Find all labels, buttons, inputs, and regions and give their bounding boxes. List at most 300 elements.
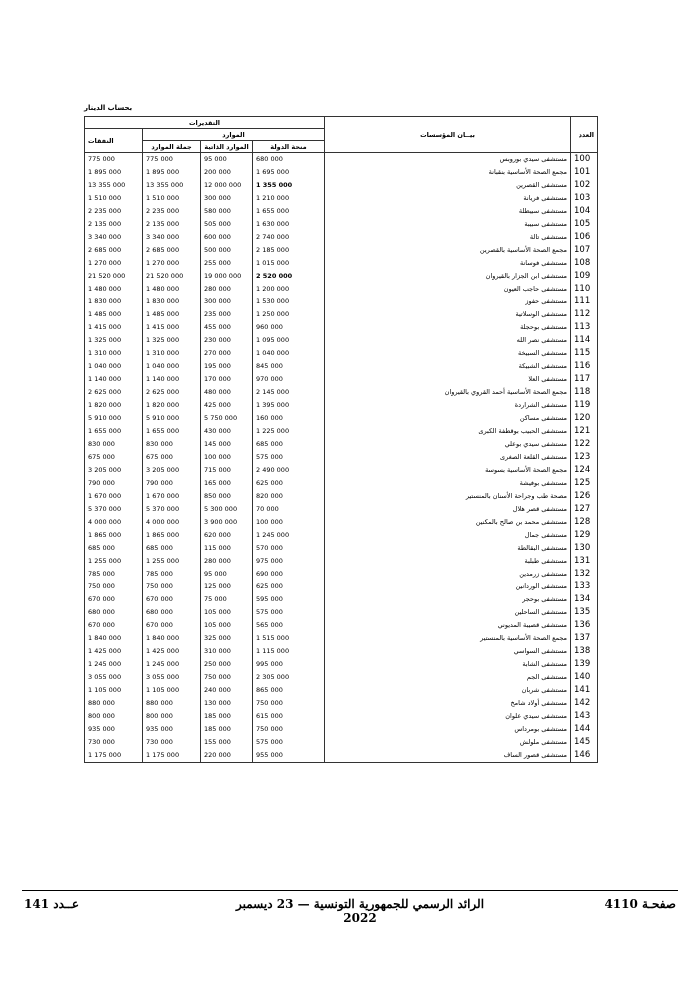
- table-row: [85, 153, 598, 166]
- expenses-cell: 3 205 000: [85, 464, 143, 477]
- own-resources-cell: 310 000: [201, 645, 253, 658]
- expenses-cell: 1 175 000: [85, 749, 143, 762]
- own-resources-cell: 100 000: [201, 451, 253, 464]
- row-number-cell: 117: [571, 373, 598, 386]
- row-number-cell: 108: [571, 257, 598, 270]
- table-body: [85, 153, 598, 763]
- row-number-cell: 140: [571, 671, 598, 684]
- institution-name-cell: مجمع الصحة الأساسية بنقبانة: [325, 166, 571, 179]
- total-resources-cell: 2 135 000: [143, 218, 201, 231]
- state-grant-cell: 2 490 000: [253, 464, 325, 477]
- expenses-cell: 670 000: [85, 593, 143, 606]
- row-number-cell: 112: [571, 308, 598, 321]
- row-number-cell: 134: [571, 593, 598, 606]
- table-row: [85, 334, 598, 347]
- table-row: [85, 308, 598, 321]
- total-resources-cell: 785 000: [143, 568, 201, 581]
- expenses-cell: 1 310 000: [85, 347, 143, 360]
- total-resources-cell: 2 685 000: [143, 244, 201, 257]
- expenses-cell: 21 520 000: [85, 270, 143, 283]
- expenses-cell: 13 355 000: [85, 179, 143, 192]
- own-resources-cell: 75 000: [201, 593, 253, 606]
- expenses-cell: 1 255 000: [85, 555, 143, 568]
- own-resources-cell: 145 000: [201, 438, 253, 451]
- row-number-cell: 130: [571, 542, 598, 555]
- row-number-cell: 110: [571, 283, 598, 296]
- own-resources-cell: 155 000: [201, 736, 253, 749]
- expenses-cell: 785 000: [85, 568, 143, 581]
- total-resources-cell: 680 000: [143, 606, 201, 619]
- expenses-cell: 4 000 000: [85, 516, 143, 529]
- expenses-cell: 1 425 000: [85, 645, 143, 658]
- expenses-cell: 5 910 000: [85, 412, 143, 425]
- row-number-cell: 113: [571, 321, 598, 334]
- table-row: [85, 257, 598, 270]
- institution-name-cell: مستشفى شربان: [325, 684, 571, 697]
- row-number-cell: 143: [571, 710, 598, 723]
- own-resources-cell: 95 000: [201, 568, 253, 581]
- own-resources-cell: 325 000: [201, 632, 253, 645]
- expenses-cell: 670 000: [85, 619, 143, 632]
- table-row: [85, 438, 598, 451]
- own-resources-cell: 250 000: [201, 658, 253, 671]
- total-resources-cell: 1 480 000: [143, 283, 201, 296]
- institution-name-cell: مستشفى بومرداس: [325, 723, 571, 736]
- expenses-cell: 1 140 000: [85, 373, 143, 386]
- own-resources-cell: 500 000: [201, 244, 253, 257]
- institution-name-cell: مستشفى الساحلين: [325, 606, 571, 619]
- header-resources: الموارد: [143, 129, 325, 141]
- own-resources-cell: 130 000: [201, 697, 253, 710]
- state-grant-cell: 1 015 000: [253, 257, 325, 270]
- row-number-cell: 109: [571, 270, 598, 283]
- state-grant-cell: 1 095 000: [253, 334, 325, 347]
- total-resources-cell: 1 175 000: [143, 749, 201, 762]
- row-number-cell: 118: [571, 386, 598, 399]
- own-resources-cell: 95 000: [201, 153, 253, 166]
- expenses-cell: 1 830 000: [85, 295, 143, 308]
- own-resources-cell: 850 000: [201, 490, 253, 503]
- institution-name-cell: مستشفى البقالطة: [325, 542, 571, 555]
- own-resources-cell: 280 000: [201, 283, 253, 296]
- institution-name-cell: مستشفى القلعة الصغرى: [325, 451, 571, 464]
- own-resources-cell: 185 000: [201, 710, 253, 723]
- own-resources-cell: 125 000: [201, 580, 253, 593]
- own-resources-cell: 5 750 000: [201, 412, 253, 425]
- own-resources-cell: 620 000: [201, 529, 253, 542]
- row-number-cell: 132: [571, 568, 598, 581]
- institution-name-cell: مستشفى القصرين: [325, 179, 571, 192]
- total-resources-cell: 685 000: [143, 542, 201, 555]
- expenses-cell: 1 840 000: [85, 632, 143, 645]
- expenses-cell: 1 655 000: [85, 425, 143, 438]
- own-resources-cell: 105 000: [201, 619, 253, 632]
- institution-name-cell: مجمع الصحة الأساسية بسوسة: [325, 464, 571, 477]
- state-grant-cell: 1 655 000: [253, 205, 325, 218]
- institution-name-cell: مستشفى الشابة: [325, 658, 571, 671]
- total-resources-cell: 5 910 000: [143, 412, 201, 425]
- table-row: [85, 632, 598, 645]
- expenses-cell: 2 235 000: [85, 205, 143, 218]
- state-grant-cell: 565 000: [253, 619, 325, 632]
- table-row: [85, 205, 598, 218]
- expenses-cell: 830 000: [85, 438, 143, 451]
- state-grant-cell: 1 630 000: [253, 218, 325, 231]
- table-row: [85, 412, 598, 425]
- state-grant-cell: 1 225 000: [253, 425, 325, 438]
- total-resources-cell: 1 415 000: [143, 321, 201, 334]
- own-resources-cell: 600 000: [201, 231, 253, 244]
- table-row: [85, 555, 598, 568]
- institution-name-cell: مستشفى الوسلاتية: [325, 308, 571, 321]
- header-number: العدد: [571, 117, 598, 153]
- table-row: [85, 684, 598, 697]
- state-grant-cell: 955 000: [253, 749, 325, 762]
- total-resources-cell: 21 520 000: [143, 270, 201, 283]
- table-row: [85, 736, 598, 749]
- expenses-cell: 880 000: [85, 697, 143, 710]
- gazette-title: الرائد الرسمي للجمهورية التونسية — 23 ديسمبر 2022: [235, 897, 485, 925]
- table-row: [85, 360, 598, 373]
- issue-number: عــدد 141: [24, 897, 80, 911]
- total-resources-cell: 790 000: [143, 477, 201, 490]
- row-number-cell: 115: [571, 347, 598, 360]
- header-estimates: التقديرات: [85, 117, 325, 129]
- table-row: [85, 179, 598, 192]
- table-row: [85, 658, 598, 671]
- expenses-cell: 1 325 000: [85, 334, 143, 347]
- state-grant-cell: 570 000: [253, 542, 325, 555]
- own-resources-cell: 505 000: [201, 218, 253, 231]
- state-grant-cell: 1 355 000: [253, 179, 325, 192]
- total-resources-cell: 830 000: [143, 438, 201, 451]
- institution-name-cell: مستشفى سيدي بوعلي: [325, 438, 571, 451]
- table-row: [85, 231, 598, 244]
- row-number-cell: 119: [571, 399, 598, 412]
- expenses-cell: 775 000: [85, 153, 143, 166]
- institution-name-cell: مستشفى حاجب العيون: [325, 283, 571, 296]
- institution-name-cell: مجمع الصحة الأساسية بالمنستير: [325, 632, 571, 645]
- table-row: [85, 321, 598, 334]
- row-number-cell: 103: [571, 192, 598, 205]
- institution-name-cell: مستشفى السبيخة: [325, 347, 571, 360]
- state-grant-cell: 750 000: [253, 697, 325, 710]
- row-number-cell: 141: [571, 684, 598, 697]
- table-row: [85, 192, 598, 205]
- total-resources-cell: 1 270 000: [143, 257, 201, 270]
- state-grant-cell: 820 000: [253, 490, 325, 503]
- total-resources-cell: 4 000 000: [143, 516, 201, 529]
- footer-divider: [22, 890, 678, 891]
- own-resources-cell: 715 000: [201, 464, 253, 477]
- total-resources-cell: 880 000: [143, 697, 201, 710]
- own-resources-cell: 19 000 000: [201, 270, 253, 283]
- institution-name-cell: مستشفى الحبيب بوقطفة الكبرى: [325, 425, 571, 438]
- institution-name-cell: مجمع الصحة الأساسية أحمد القروي بالقيروان: [325, 386, 571, 399]
- state-grant-cell: 575 000: [253, 451, 325, 464]
- state-grant-cell: 2 740 000: [253, 231, 325, 244]
- own-resources-cell: 255 000: [201, 257, 253, 270]
- row-number-cell: 129: [571, 529, 598, 542]
- own-resources-cell: 280 000: [201, 555, 253, 568]
- institution-name-cell: مستشفى الشبيكة: [325, 360, 571, 373]
- total-resources-cell: 775 000: [143, 153, 201, 166]
- own-resources-cell: 185 000: [201, 723, 253, 736]
- state-grant-cell: 2 520 000: [253, 270, 325, 283]
- table-row: [85, 710, 598, 723]
- institution-name-cell: مستشفى تالة: [325, 231, 571, 244]
- expenses-cell: 1 105 000: [85, 684, 143, 697]
- total-resources-cell: 1 510 000: [143, 192, 201, 205]
- institution-name-cell: مستشفى طبلبة: [325, 555, 571, 568]
- total-resources-cell: 1 040 000: [143, 360, 201, 373]
- state-grant-cell: 615 000: [253, 710, 325, 723]
- own-resources-cell: 115 000: [201, 542, 253, 555]
- total-resources-cell: 3 205 000: [143, 464, 201, 477]
- row-number-cell: 142: [571, 697, 598, 710]
- row-number-cell: 127: [571, 503, 598, 516]
- table-row: [85, 697, 598, 710]
- own-resources-cell: 165 000: [201, 477, 253, 490]
- row-number-cell: 146: [571, 749, 598, 762]
- own-resources-cell: 270 000: [201, 347, 253, 360]
- total-resources-cell: 1 830 000: [143, 295, 201, 308]
- total-resources-cell: 1 865 000: [143, 529, 201, 542]
- total-resources-cell: 1 820 000: [143, 399, 201, 412]
- expenses-cell: 2 135 000: [85, 218, 143, 231]
- state-grant-cell: 2 145 000: [253, 386, 325, 399]
- own-resources-cell: 3 900 000: [201, 516, 253, 529]
- row-number-cell: 145: [571, 736, 598, 749]
- table-row: [85, 542, 598, 555]
- row-number-cell: 116: [571, 360, 598, 373]
- total-resources-cell: 3 055 000: [143, 671, 201, 684]
- expenses-cell: 1 245 000: [85, 658, 143, 671]
- institution-name-cell: مجمع الصحة الأساسية بالقصرين: [325, 244, 571, 257]
- state-grant-cell: 975 000: [253, 555, 325, 568]
- institution-name-cell: مستشفى زرمدين: [325, 568, 571, 581]
- state-grant-cell: 575 000: [253, 736, 325, 749]
- institution-name-cell: مستشفى السواسي: [325, 645, 571, 658]
- institution-name-cell: مستشفى مساكن: [325, 412, 571, 425]
- state-grant-cell: 865 000: [253, 684, 325, 697]
- row-number-cell: 131: [571, 555, 598, 568]
- row-number-cell: 102: [571, 179, 598, 192]
- own-resources-cell: 580 000: [201, 205, 253, 218]
- state-grant-cell: 100 000: [253, 516, 325, 529]
- table-row: [85, 386, 598, 399]
- total-resources-cell: 750 000: [143, 580, 201, 593]
- expenses-cell: 680 000: [85, 606, 143, 619]
- total-resources-cell: 3 340 000: [143, 231, 201, 244]
- row-number-cell: 100: [571, 153, 598, 166]
- state-grant-cell: 625 000: [253, 580, 325, 593]
- table-row: [85, 166, 598, 179]
- state-grant-cell: 1 115 000: [253, 645, 325, 658]
- row-number-cell: 124: [571, 464, 598, 477]
- institution-name-cell: مستشفى بوحجر: [325, 593, 571, 606]
- table-row: [85, 283, 598, 296]
- table-row: [85, 529, 598, 542]
- table-row: [85, 645, 598, 658]
- expenses-cell: 685 000: [85, 542, 143, 555]
- table-row: [85, 749, 598, 762]
- institution-name-cell: مصحة طب وجراحة الأسنان بالمنستير: [325, 490, 571, 503]
- row-number-cell: 125: [571, 477, 598, 490]
- expenses-cell: 730 000: [85, 736, 143, 749]
- total-resources-cell: 1 655 000: [143, 425, 201, 438]
- row-number-cell: 128: [571, 516, 598, 529]
- state-grant-cell: 1 695 000: [253, 166, 325, 179]
- expenses-cell: 935 000: [85, 723, 143, 736]
- institution-name-cell: مستشفى محمد بن صالح بالمكنين: [325, 516, 571, 529]
- own-resources-cell: 455 000: [201, 321, 253, 334]
- state-grant-cell: 2 305 000: [253, 671, 325, 684]
- expenses-cell: 1 510 000: [85, 192, 143, 205]
- total-resources-cell: 675 000: [143, 451, 201, 464]
- currency-unit-label: بحساب الدينار: [84, 104, 133, 112]
- state-grant-cell: 1 530 000: [253, 295, 325, 308]
- state-grant-cell: 685 000: [253, 438, 325, 451]
- table-row: [85, 451, 598, 464]
- expenses-cell: 2 685 000: [85, 244, 143, 257]
- institution-name-cell: مستشفى بوحجلة: [325, 321, 571, 334]
- table-row: [85, 477, 598, 490]
- expenses-cell: 800 000: [85, 710, 143, 723]
- row-number-cell: 135: [571, 606, 598, 619]
- own-resources-cell: 5 300 000: [201, 503, 253, 516]
- institution-name-cell: مستشفى نصر الله: [325, 334, 571, 347]
- state-grant-cell: 690 000: [253, 568, 325, 581]
- total-resources-cell: 1 140 000: [143, 373, 201, 386]
- institution-name-cell: مستشفى جمال: [325, 529, 571, 542]
- table-row: [85, 503, 598, 516]
- row-number-cell: 126: [571, 490, 598, 503]
- expenses-cell: 790 000: [85, 477, 143, 490]
- row-number-cell: 136: [571, 619, 598, 632]
- expenses-cell: 1 480 000: [85, 283, 143, 296]
- table-row: [85, 373, 598, 386]
- table-row: [85, 619, 598, 632]
- institution-name-cell: مستشفى الجم: [325, 671, 571, 684]
- institution-name-cell: مستشفى ملولش: [325, 736, 571, 749]
- table-row: [85, 270, 598, 283]
- state-grant-cell: 575 000: [253, 606, 325, 619]
- state-grant-cell: 1 515 000: [253, 632, 325, 645]
- state-grant-cell: 1 395 000: [253, 399, 325, 412]
- own-resources-cell: 300 000: [201, 192, 253, 205]
- state-grant-cell: 1 210 000: [253, 192, 325, 205]
- institution-name-cell: مستشفى فريانة: [325, 192, 571, 205]
- own-resources-cell: 425 000: [201, 399, 253, 412]
- state-grant-cell: 595 000: [253, 593, 325, 606]
- total-resources-cell: 730 000: [143, 736, 201, 749]
- row-number-cell: 138: [571, 645, 598, 658]
- total-resources-cell: 1 670 000: [143, 490, 201, 503]
- state-grant-cell: 1 245 000: [253, 529, 325, 542]
- total-resources-cell: 800 000: [143, 710, 201, 723]
- table-row: [85, 425, 598, 438]
- own-resources-cell: 170 000: [201, 373, 253, 386]
- table-row: [85, 464, 598, 477]
- own-resources-cell: 230 000: [201, 334, 253, 347]
- state-grant-cell: 1 040 000: [253, 347, 325, 360]
- own-resources-cell: 480 000: [201, 386, 253, 399]
- state-grant-cell: 625 000: [253, 477, 325, 490]
- header-expenses: النفقات: [85, 129, 143, 153]
- total-resources-cell: 2 235 000: [143, 205, 201, 218]
- total-resources-cell: 935 000: [143, 723, 201, 736]
- expenses-cell: 1 270 000: [85, 257, 143, 270]
- institution-name-cell: مستشفى الوردانين: [325, 580, 571, 593]
- state-grant-cell: 845 000: [253, 360, 325, 373]
- total-resources-cell: 670 000: [143, 619, 201, 632]
- own-resources-cell: 195 000: [201, 360, 253, 373]
- row-number-cell: 123: [571, 451, 598, 464]
- total-resources-cell: 1 895 000: [143, 166, 201, 179]
- institution-name-cell: مستشفى أولاد شامخ: [325, 697, 571, 710]
- expenses-cell: 750 000: [85, 580, 143, 593]
- total-resources-cell: 5 370 000: [143, 503, 201, 516]
- institution-name-cell: مستشفى بوفيشة: [325, 477, 571, 490]
- institution-name-cell: مستشفى الشراردة: [325, 399, 571, 412]
- expenses-cell: 1 820 000: [85, 399, 143, 412]
- state-grant-cell: 750 000: [253, 723, 325, 736]
- header-institution: بيــان المؤسسات: [325, 117, 571, 153]
- total-resources-cell: 1 245 000: [143, 658, 201, 671]
- institution-name-cell: مستشفى حفوز: [325, 295, 571, 308]
- row-number-cell: 137: [571, 632, 598, 645]
- own-resources-cell: 240 000: [201, 684, 253, 697]
- table-row: [85, 218, 598, 231]
- own-resources-cell: 105 000: [201, 606, 253, 619]
- state-grant-cell: 1 250 000: [253, 308, 325, 321]
- row-number-cell: 120: [571, 412, 598, 425]
- table-row: [85, 593, 598, 606]
- total-resources-cell: 1 310 000: [143, 347, 201, 360]
- row-number-cell: 111: [571, 295, 598, 308]
- institution-name-cell: مستشفى قصر هلال: [325, 503, 571, 516]
- row-number-cell: 133: [571, 580, 598, 593]
- table-row: [85, 606, 598, 619]
- row-number-cell: 114: [571, 334, 598, 347]
- state-grant-cell: 960 000: [253, 321, 325, 334]
- row-number-cell: 144: [571, 723, 598, 736]
- row-number-cell: 104: [571, 205, 598, 218]
- row-number-cell: 107: [571, 244, 598, 257]
- state-grant-cell: 1 200 000: [253, 283, 325, 296]
- expenses-cell: 3 055 000: [85, 671, 143, 684]
- header-own-resources: الموارد الذاتية: [201, 141, 253, 153]
- own-resources-cell: 430 000: [201, 425, 253, 438]
- row-number-cell: 106: [571, 231, 598, 244]
- total-resources-cell: 1 325 000: [143, 334, 201, 347]
- state-grant-cell: 970 000: [253, 373, 325, 386]
- total-resources-cell: 670 000: [143, 593, 201, 606]
- institution-name-cell: مستشفى سيدي علوان: [325, 710, 571, 723]
- table-row: [85, 723, 598, 736]
- own-resources-cell: 750 000: [201, 671, 253, 684]
- table-row: [85, 295, 598, 308]
- state-grant-cell: 680 000: [253, 153, 325, 166]
- row-number-cell: 139: [571, 658, 598, 671]
- table-row: [85, 580, 598, 593]
- expenses-cell: 1 670 000: [85, 490, 143, 503]
- state-grant-cell: 995 000: [253, 658, 325, 671]
- expenses-cell: 1 415 000: [85, 321, 143, 334]
- expenses-cell: 1 895 000: [85, 166, 143, 179]
- table-row: [85, 516, 598, 529]
